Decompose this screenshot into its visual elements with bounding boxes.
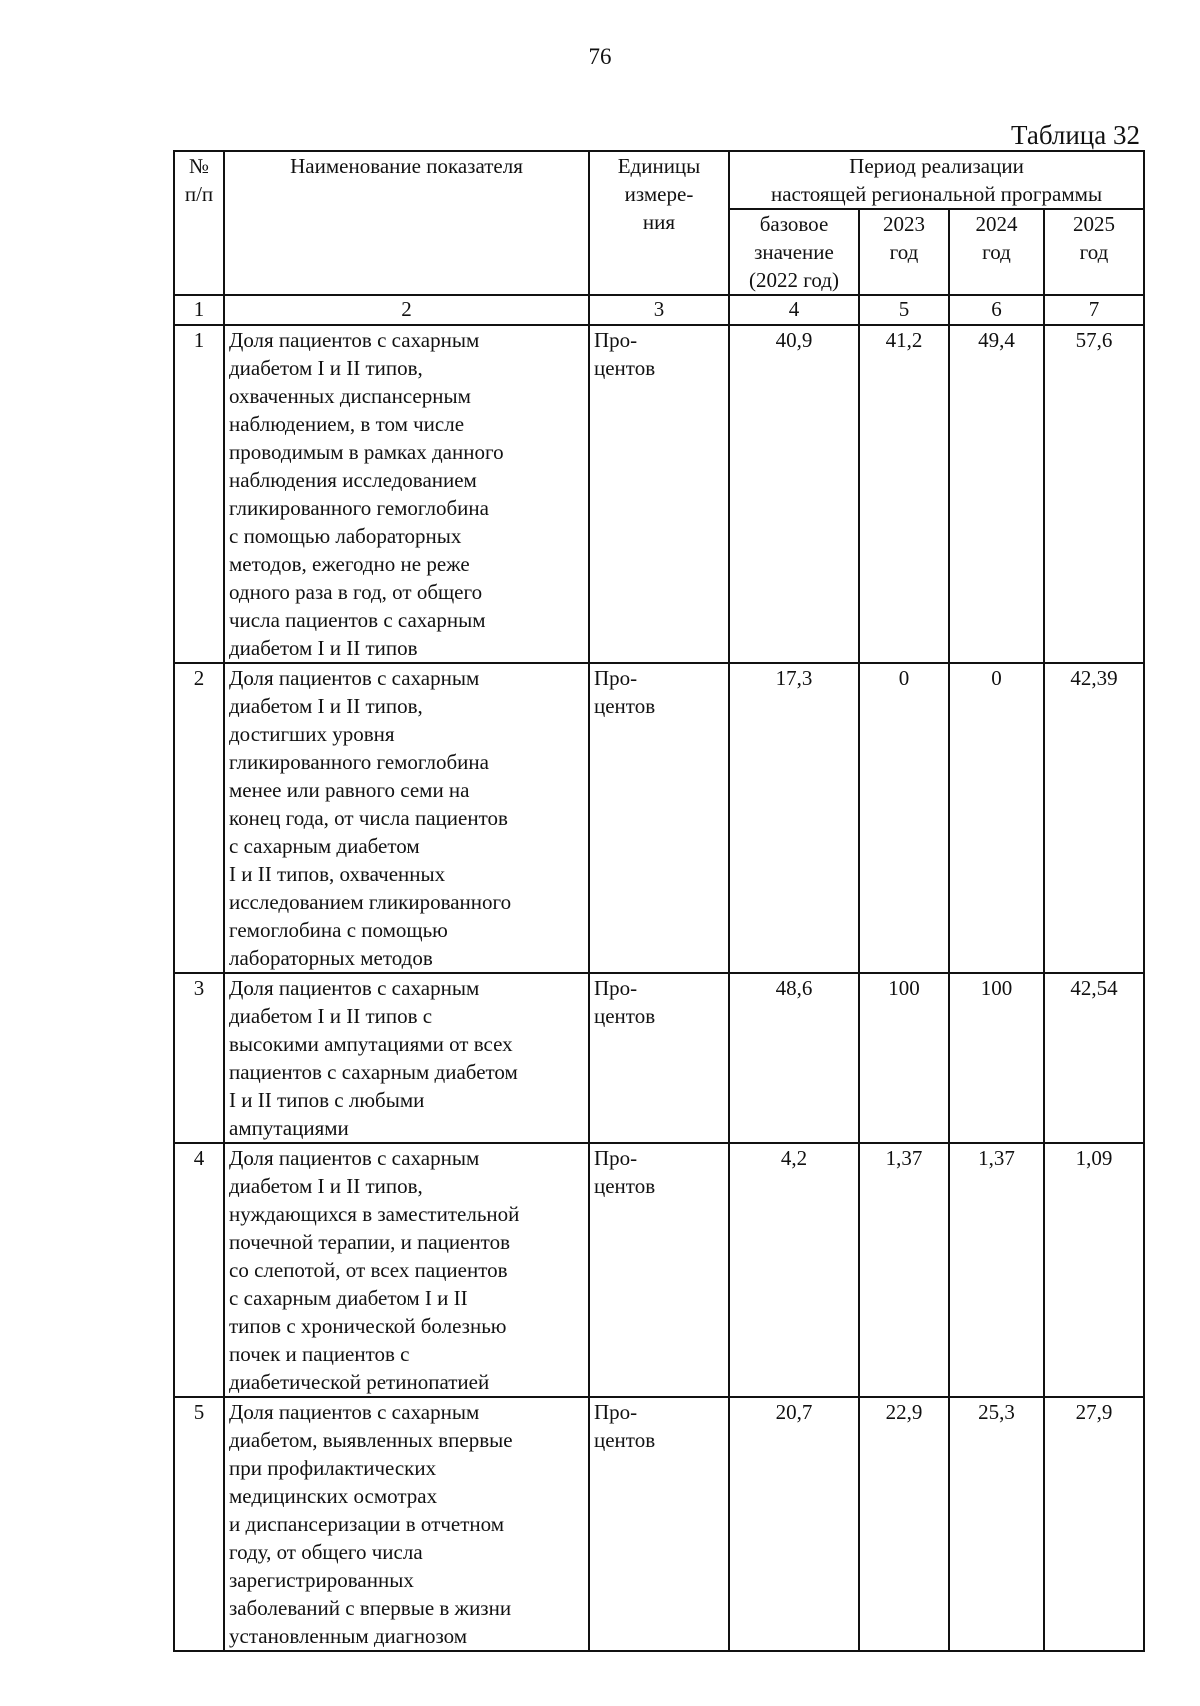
column-number: 6 [949, 295, 1044, 325]
column-number: 2 [224, 295, 589, 325]
row-index: 1 [174, 325, 224, 663]
value-2025: 27,9 [1044, 1397, 1144, 1651]
value-2024: 25,3 [949, 1397, 1044, 1651]
indicator-name-line: Доля пациентов с сахарным [229, 666, 480, 690]
header-year-unit: год [889, 240, 919, 264]
indicator-name-line: Доля пациентов с сахарным [229, 1400, 480, 1424]
indicators-table [173, 150, 1145, 1652]
value-2025: 1,09 [1044, 1143, 1144, 1397]
value-2024: 0 [949, 663, 1044, 973]
value-2024: 100 [949, 973, 1044, 1143]
indicator-name-line: одного раза в год, от общего [229, 580, 483, 604]
header-num-line: № [188, 154, 210, 178]
indicator-name-line: I и II типов, охваченных [229, 862, 446, 886]
table-row [174, 325, 1144, 663]
header-unit-line: измере- [624, 182, 694, 206]
indicator-name-line: I и II типов с любыми [229, 1088, 425, 1112]
indicator-name-line: исследованием гликированного [229, 890, 512, 914]
indicator-name-line: диабетом I и II типов, [229, 1174, 423, 1198]
value-base-2022: 20,7 [729, 1397, 859, 1651]
header-unit-line: ния [642, 210, 676, 234]
column-number: 7 [1044, 295, 1144, 325]
indicator-name [224, 325, 589, 663]
indicator-name-line: типов с хронической болезнью [229, 1314, 507, 1338]
header-num-line: п/п [184, 182, 214, 206]
unit-line: центов [594, 1174, 656, 1198]
unit-line: центов [594, 356, 656, 380]
indicator-name-line: году, от общего числа [229, 1540, 423, 1564]
indicator-name-line: почек и пациентов с [229, 1342, 410, 1366]
table-caption: Таблица 32 [1011, 120, 1140, 150]
header-unit-line: Единицы [617, 154, 701, 178]
row-index: 3 [174, 973, 224, 1143]
header-year-unit: год [982, 240, 1011, 264]
header-base-line: значение [754, 240, 834, 264]
indicator-name-line: пациентов с сахарным диабетом [229, 1060, 518, 1084]
value-2023: 22,9 [859, 1397, 949, 1651]
table-row [174, 1397, 1144, 1651]
value-2023: 1,37 [859, 1143, 949, 1397]
unit-cell [589, 1397, 729, 1651]
indicator-name-line: диабетом I и II типов с [229, 1004, 433, 1028]
table-row [174, 1143, 1144, 1397]
indicator-name-line: проводимым в рамках данного [229, 440, 504, 464]
row-index: 4 [174, 1143, 224, 1397]
table-row [174, 973, 1144, 1143]
indicator-name-line: диабетом, выявленных впервые [229, 1428, 513, 1452]
indicator-name-line: почечной терапии, и пациентов [229, 1230, 510, 1254]
indicator-name-line: Доля пациентов с сахарным [229, 1146, 480, 1170]
indicator-name-line: ампутациями [229, 1116, 349, 1140]
indicator-name [224, 1143, 589, 1397]
header-unit [589, 151, 729, 295]
indicator-name-line: Доля пациентов с сахарным [229, 328, 480, 352]
header-base-line: (2022 год) [749, 268, 839, 292]
indicator-name [224, 663, 589, 973]
header-year-value: 2023 [883, 212, 925, 236]
indicator-name-line: лабораторных методов [229, 946, 433, 970]
value-2025: 42,54 [1044, 973, 1144, 1143]
indicator-name-line: диабетом I и II типов [229, 636, 418, 660]
unit-cell [589, 1143, 729, 1397]
header-num [174, 151, 224, 295]
indicator-name [224, 1397, 589, 1651]
indicator-name-line: с сахарным диабетом [229, 834, 420, 858]
indicator-name-line: менее или равного семи на [229, 778, 470, 802]
indicator-name-line: охваченных диспансерным [229, 384, 471, 408]
header-base-line: базовое [759, 212, 829, 236]
row-index: 2 [174, 663, 224, 973]
indicator-name-line: зарегистрированных [229, 1568, 414, 1592]
indicator-name-line: наблюдения исследованием [229, 468, 477, 492]
column-number: 1 [174, 295, 224, 325]
value-2024: 1,37 [949, 1143, 1044, 1397]
indicator-name-line: при профилактических [229, 1456, 437, 1480]
header-base [729, 209, 859, 295]
indicator-name-line: со слепотой, от всех пациентов [229, 1258, 508, 1282]
unit-line: Про- [594, 328, 638, 352]
header-year-2024 [949, 209, 1044, 295]
value-2025: 42,39 [1044, 663, 1144, 973]
unit-cell [589, 973, 729, 1143]
table-header [174, 151, 1144, 325]
unit-line: Про- [594, 976, 638, 1000]
indicator-name-line: нуждающихся в заместительной [229, 1202, 520, 1226]
header-year-2023 [859, 209, 949, 295]
indicator-name-line: высокими ампутациями от всех [229, 1032, 513, 1056]
indicator-name-line: с сахарным диабетом I и II [229, 1286, 468, 1310]
header-year-value: 2025 [1073, 212, 1115, 236]
unit-cell [589, 663, 729, 973]
header-name: Наименование показателя [224, 151, 589, 295]
unit-line: центов [594, 694, 656, 718]
indicator-name-line: диабетом I и II типов, [229, 694, 423, 718]
unit-line: Про- [594, 1400, 638, 1424]
unit-cell [589, 325, 729, 663]
header-period-line: настоящей региональной программы [770, 182, 1103, 206]
value-2023: 41,2 [859, 325, 949, 663]
indicator-name-line: диабетом I и II типов, [229, 356, 423, 380]
indicator-name-line: методов, ежегодно не реже [229, 552, 470, 576]
unit-line: Про- [594, 666, 638, 690]
value-base-2022: 4,2 [729, 1143, 859, 1397]
value-2025: 57,6 [1044, 325, 1144, 663]
indicator-name-line: заболеваний с впервые в жизни [229, 1596, 512, 1620]
table-body [174, 325, 1144, 1651]
value-base-2022: 17,3 [729, 663, 859, 973]
indicator-name-line: гликированного гемоглобина [229, 750, 489, 774]
unit-line: центов [594, 1428, 656, 1452]
unit-line: Про- [594, 1146, 638, 1170]
column-number: 3 [589, 295, 729, 325]
table-row [174, 663, 1144, 973]
value-2023: 0 [859, 663, 949, 973]
column-number-row [174, 295, 1144, 325]
indicator-name-line: с помощью лабораторных [229, 524, 462, 548]
value-2023: 100 [859, 973, 949, 1143]
row-index: 5 [174, 1397, 224, 1651]
indicator-name-line: установленным диагнозом [229, 1624, 468, 1648]
unit-line: центов [594, 1004, 656, 1028]
indicator-name-line: наблюдением, в том числе [229, 412, 465, 436]
indicator-name [224, 973, 589, 1143]
column-number: 4 [729, 295, 859, 325]
indicator-name-line: достигших уровня [229, 722, 395, 746]
header-period-line: Период реализации [849, 154, 1024, 178]
header-year-value: 2024 [975, 212, 1018, 236]
column-number: 5 [859, 295, 949, 325]
indicator-name-line: гликированного гемоглобина [229, 496, 489, 520]
indicator-name-line: конец года, от числа пациентов [229, 806, 508, 830]
indicator-name-line: гемоглобина с помощью [229, 918, 448, 942]
indicator-name-line: числа пациентов с сахарным [229, 608, 486, 632]
header-year-2025 [1044, 209, 1144, 295]
indicator-name-line: и диспансеризации в отчетном [229, 1512, 504, 1536]
page-number: 76 [588, 44, 612, 69]
value-base-2022: 40,9 [729, 325, 859, 663]
header-year-unit: год [1079, 240, 1109, 264]
value-2024: 49,4 [949, 325, 1044, 663]
value-base-2022: 48,6 [729, 973, 859, 1143]
indicator-name-line: Доля пациентов с сахарным [229, 976, 480, 1000]
indicator-name-line: медицинских осмотрах [229, 1484, 438, 1508]
indicator-name-line: диабетической ретинопатией [229, 1370, 490, 1394]
header-period [729, 151, 1144, 209]
